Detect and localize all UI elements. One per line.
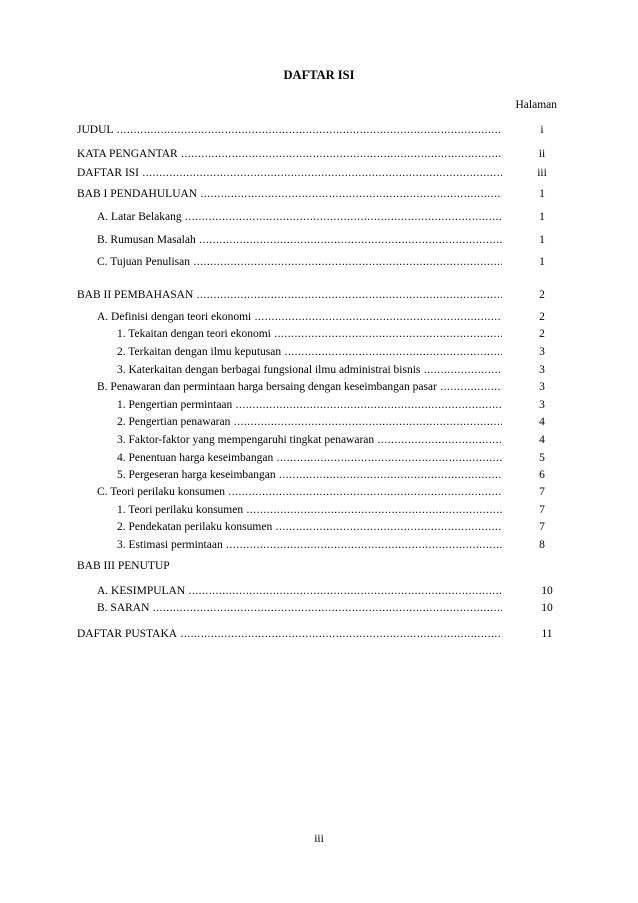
toc-label: 5. Pergeseran harga keseimbangan ..... [117,467,502,483]
toc-page-number: 11 [541,628,553,640]
toc-page-number: 6 [539,469,545,481]
toc-row-saran [97,600,502,616]
toc-row-bab-1 [77,186,502,202]
toc-label: C. Tujuan Penulisan ..... [97,254,502,270]
toc-label: BAB II PEMBAHASAN ..... [77,287,502,303]
toc-row-pengertian-penawaran [117,414,502,430]
toc-page-number: 3 [539,399,545,411]
toc-row-tujuan-penulisan [97,254,502,270]
toc-page-number: 1 [539,211,545,223]
toc-row-teori-perilaku-sub [117,502,502,518]
page-title: DAFTAR ISI [283,68,355,82]
toc-page-number: 7 [539,521,545,533]
toc-label: DAFTAR ISI ..... [77,165,502,181]
toc-label: 1. Teori perilaku konsumen ..... [117,502,502,518]
toc-label: 1. Pengertian permintaan ..... [117,397,502,413]
toc-page-number: 3 [539,381,545,393]
toc-page-number: 4 [539,434,545,446]
toc-label: DAFTAR PUSTAKA ..... [77,626,502,642]
toc-page-number: 3 [539,346,545,358]
toc-label: BAB I PENDAHULUAN ..... [77,186,502,202]
toc-page-number: 1 [539,234,545,246]
toc-row-definisi [97,309,502,325]
toc-label: B. Penawaran dan permintaan harga bersaing dengan keseimbangan pasar ..... [97,379,502,395]
toc-row-bab-2 [77,287,502,303]
toc-page-number: 4 [539,416,545,428]
toc-page-number: 1 [539,188,545,200]
toc-label: 2. Pendekatan perilaku konsumen ..... [117,519,502,535]
toc-label: 3. Faktor-faktor yang mempengaruhi tingkat penawaran ..... [117,432,502,448]
toc-row-penentuan-harga [117,450,502,466]
toc-row-terkaitan-keputusan [117,344,502,360]
toc-row-pengertian-permintaan [117,397,502,413]
toc-page-number: 8 [539,539,545,551]
toc-label: B. Rumusan Masalah ..... [97,232,502,248]
toc-row-daftar-pustaka [77,626,502,642]
toc-row-judul [77,122,502,138]
toc-row-bab-3: BAB III PENUTUP [77,560,170,572]
toc-row-kesimpulan [97,583,502,599]
toc-page-number: 5 [539,452,545,464]
toc-row-pergeseran-harga [117,467,502,483]
toc-label: 4. Penentuan harga keseimbangan ..... [117,450,502,466]
toc-label: KATA PENGANTAR ..... [77,146,502,162]
toc-row-rumusan-masalah [97,232,502,248]
toc-label: JUDUL ..... [77,122,502,138]
toc-row-kata-pengantar [77,146,502,162]
toc-page-number: 2 [539,311,545,323]
toc-label: C. Teori perilaku konsumen ..... [97,484,502,500]
toc-row-latar-belakang [97,209,502,225]
toc-label: 3. Estimasi permintaan ..... [117,537,502,553]
toc-row-daftar-isi [77,165,502,181]
toc-row-penawaran-permintaan [97,379,502,395]
toc-page-number: 10 [541,602,553,614]
page-footer-number: iii [314,833,324,845]
toc-page-number: 2 [539,328,545,340]
toc-row-tekaitan-teori [117,326,502,342]
toc-page-number: ii [538,148,546,160]
toc-page-number: 7 [539,504,545,516]
toc-label: 2. Pengertian penawaran ..... [117,414,502,430]
toc-page-number: i [540,124,544,136]
toc-label: A. Latar Belakang ..... [97,209,502,225]
toc-row-faktor-penawaran [117,432,502,448]
toc-page-number: 7 [539,486,545,498]
halaman-label: Halaman [515,99,557,111]
toc-row-katerkaitan-bisnis [117,362,502,378]
toc-label: A. KESIMPULAN ..... [97,583,502,599]
toc-page-number: iii [537,167,547,179]
toc-label: 2. Terkaitan dengan ilmu keputusan ..... [117,344,502,360]
toc-label: 1. Tekaitan dengan teori ekonomi ..... [117,326,502,342]
toc-page-number: 3 [539,364,545,376]
toc-page-number: 1 [539,256,545,268]
toc-label: 3. Katerkaitan dengan berbagai fungsional ilmu administrai bisnis ..... [117,362,502,378]
toc-row-pendekatan-perilaku [117,519,502,535]
toc-row-estimasi-permintaan [117,537,502,553]
toc-label: B. SARAN ..... [97,600,502,616]
toc-page-number: 10 [541,585,553,597]
toc-label: A. Definisi dengan teori ekonomi ..... [97,309,502,325]
toc-row-teori-perilaku [97,484,502,500]
toc-page-number: 2 [539,289,545,301]
